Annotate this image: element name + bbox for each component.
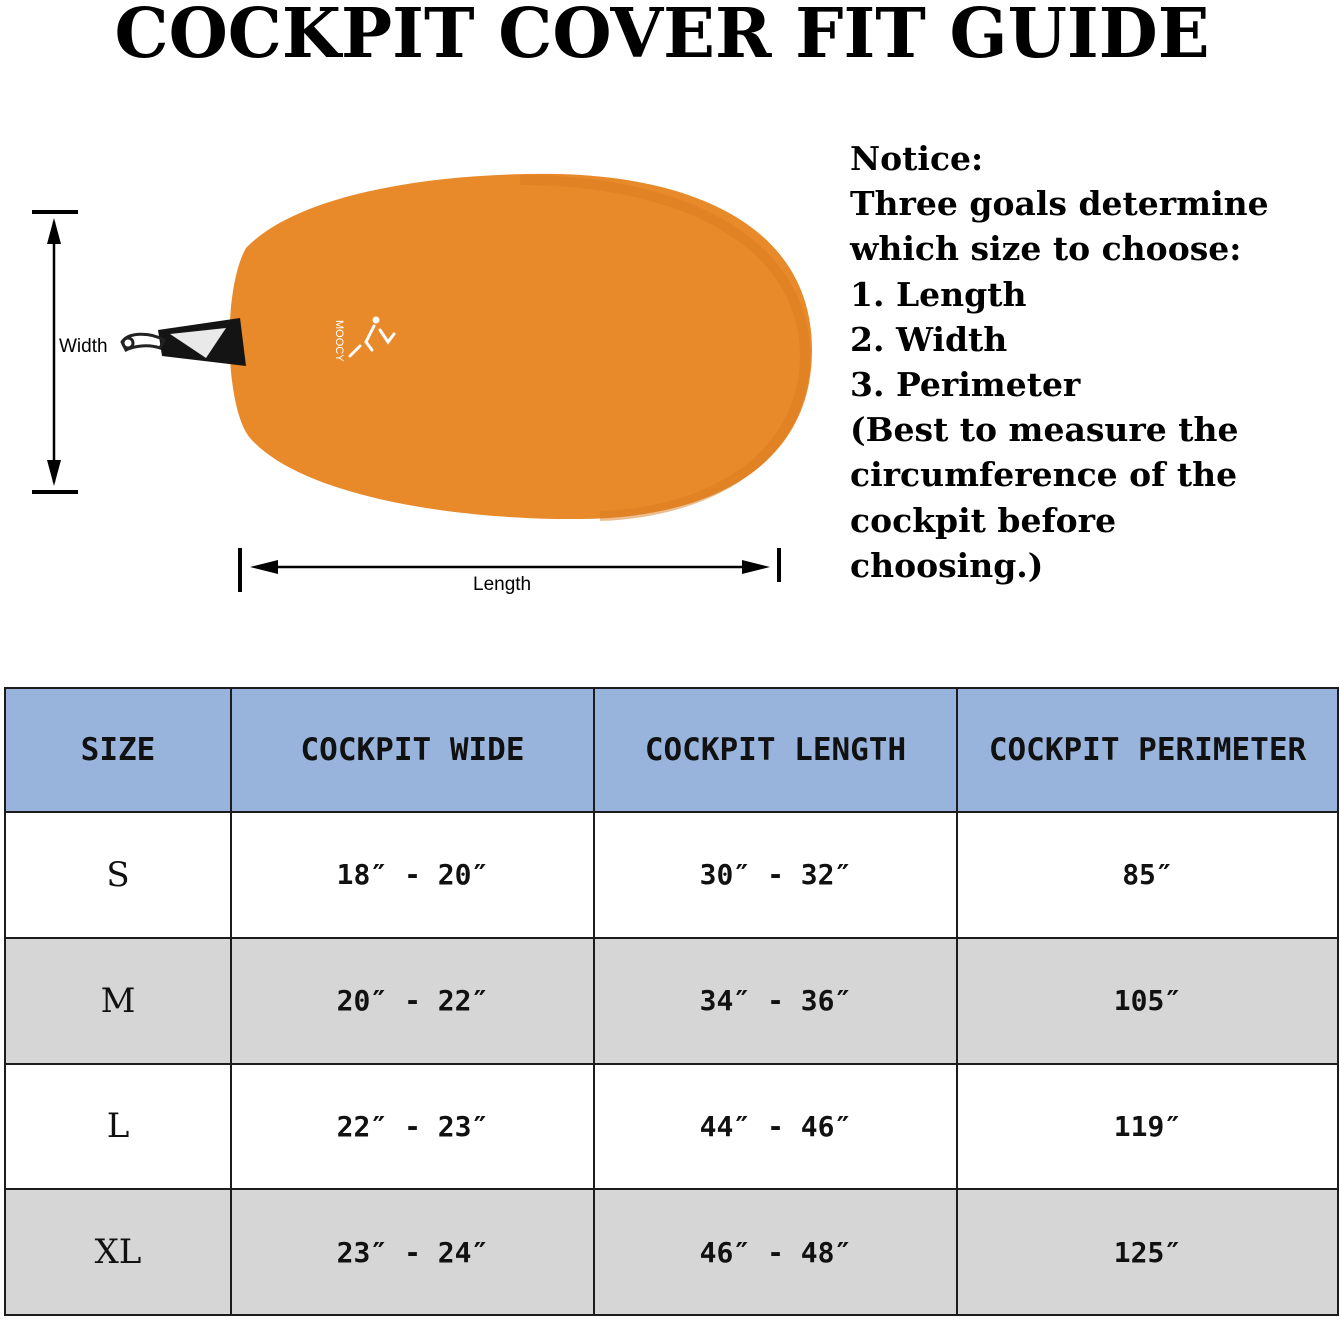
table-header-row	[5, 688, 1338, 812]
width-arrow-down-icon	[47, 460, 61, 486]
perimeter-cell: 119″	[957, 1064, 1338, 1190]
page-title: COCKPIT COVER FIT GUIDE	[114, 0, 1210, 74]
notice-line: circumference of the	[850, 455, 1238, 495]
size-cell: L	[5, 1064, 231, 1190]
perimeter-cell: 125″	[957, 1189, 1338, 1315]
header-cockpit-perimeter: COCKPIT PERIMETER	[957, 688, 1338, 812]
notice-line: Three goals determine	[850, 184, 1269, 224]
table-row	[5, 1064, 1338, 1190]
perimeter-cell: 105″	[957, 938, 1338, 1064]
notice-line: cockpit before	[850, 500, 1117, 540]
wide-cell: 20″ - 22″	[231, 938, 594, 1064]
length-cell: 34″ - 36″	[594, 938, 957, 1064]
length-label: Length	[473, 574, 532, 595]
clip-ring-icon	[123, 338, 133, 348]
wide-cell: 23″ - 24″	[231, 1189, 594, 1315]
header-size: SIZE	[5, 688, 231, 812]
perimeter-cell: 85″	[957, 812, 1338, 938]
length-cell: 44″ - 46″	[594, 1064, 957, 1190]
header-cockpit-length: COCKPIT LENGTH	[594, 688, 957, 812]
notice-line: which size to choose:	[850, 229, 1242, 269]
length-arrow-left-icon	[250, 560, 278, 574]
table-row	[5, 812, 1338, 938]
table-row	[5, 1189, 1338, 1315]
table-row	[5, 938, 1338, 1064]
length-cell: 30″ - 32″	[594, 812, 957, 938]
notice-line: choosing.)	[850, 545, 1044, 585]
notice-line: 1. Length	[850, 274, 1027, 314]
width-label: Width	[59, 336, 108, 357]
wide-cell: 18″ - 20″	[231, 812, 594, 938]
size-chart-table	[4, 687, 1339, 1316]
notice-line: 2. Width	[850, 319, 1008, 359]
size-cell: M	[5, 938, 231, 1064]
cockpit-cover-illustration	[0, 120, 830, 620]
length-arrow-right-icon	[742, 560, 770, 574]
notice-line: 3. Perimeter	[850, 365, 1081, 405]
width-arrow-up-icon	[47, 218, 61, 244]
header-cockpit-wide: COCKPIT WIDE	[231, 688, 594, 812]
notice-heading: Notice:	[850, 139, 984, 178]
length-cell: 46″ - 48″	[594, 1189, 957, 1315]
cockpit-cover-diagram	[0, 120, 830, 620]
size-cell: XL	[5, 1189, 231, 1315]
notice-text	[850, 136, 1330, 588]
brand-logo	[333, 320, 345, 362]
wide-cell: 22″ - 23″	[231, 1064, 594, 1190]
brand-text: MOOCY	[333, 320, 345, 362]
size-cell: S	[5, 812, 231, 938]
notice-line: (Best to measure the	[850, 410, 1239, 450]
